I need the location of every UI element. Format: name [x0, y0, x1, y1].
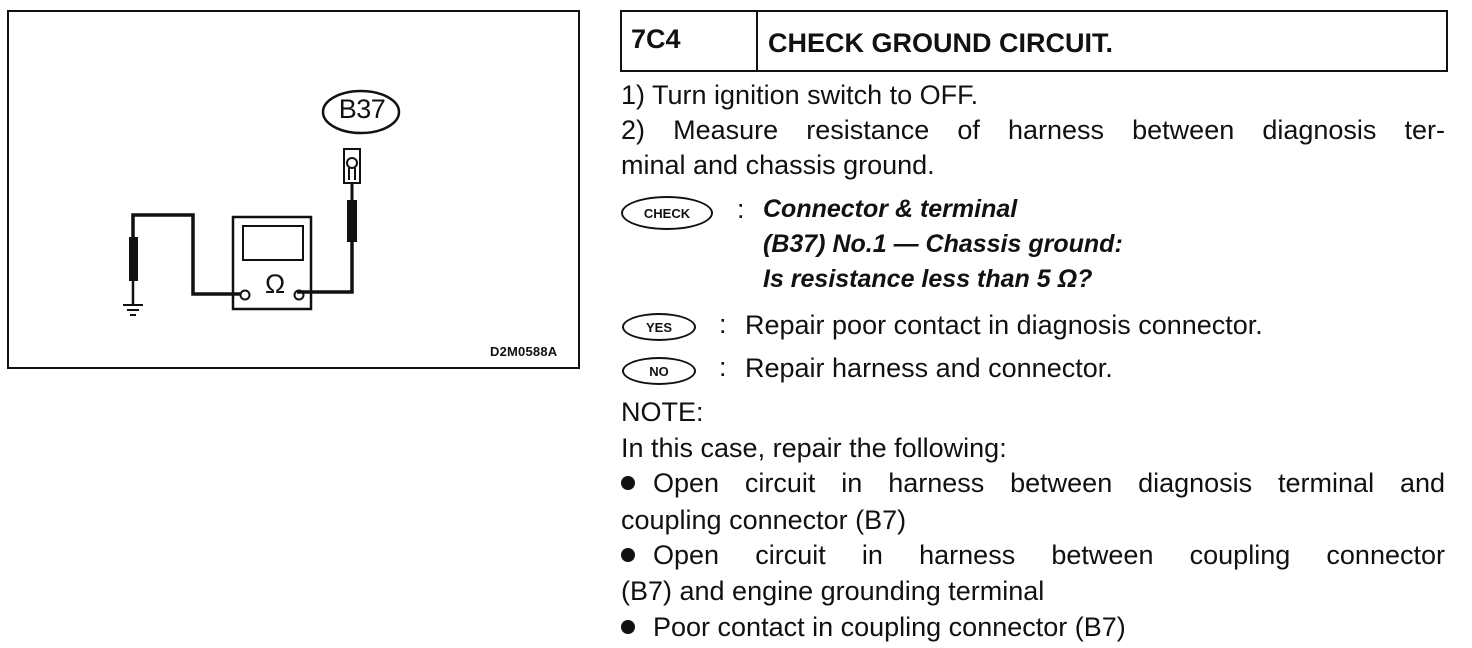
yes-text: Repair poor contact in diagnosis connector.	[745, 310, 1263, 340]
note-item-2-cont: (B7) and engine grounding terminal	[621, 576, 1045, 606]
b37-connector	[344, 149, 360, 183]
no-colon: :	[719, 352, 727, 382]
step-header	[620, 10, 1448, 72]
instruction-2-cont: minal and chassis ground.	[621, 150, 935, 180]
ground-symbol	[123, 305, 143, 315]
note-item-1-cont: coupling connector (B7)	[621, 505, 907, 535]
instruction-2: 2) Measure resistance of harness between diagnosis ter-	[621, 115, 1445, 145]
check-line-1: Connector & terminal	[763, 195, 1018, 223]
no-badge: NO	[622, 357, 696, 385]
circuit-diagram	[7, 10, 580, 369]
bullet-icon	[621, 548, 635, 562]
note-item-2	[621, 538, 1445, 572]
right-probe	[347, 200, 357, 242]
yes-colon: :	[719, 309, 727, 339]
note-item-3-text: Poor contact in coupling connector (B7)	[653, 612, 1126, 642]
note-item-3	[621, 610, 1126, 644]
step-code: 7C4	[622, 12, 758, 70]
yes-badge: YES	[622, 313, 696, 341]
ohm-symbol: Ω	[265, 269, 286, 299]
connector-label: B37	[338, 94, 386, 124]
figure-id: D2M0588A	[490, 344, 558, 359]
bullet-icon	[621, 620, 635, 634]
note-item-1-text: Open circuit in harness between diagnosis terminal and	[653, 468, 1445, 498]
left-probe	[129, 237, 138, 281]
note-item-2-text: Open circuit in harness between coupling connector	[653, 540, 1445, 570]
step-title: CHECK GROUND CIRCUIT.	[768, 28, 1114, 58]
check-badge: CHECK	[621, 196, 713, 230]
note-intro: In this case, repair the following:	[621, 433, 1007, 463]
check-line-3: Is resistance less than 5 Ω?	[763, 265, 1093, 293]
check-colon: :	[737, 194, 745, 224]
no-text: Repair harness and connector.	[745, 353, 1113, 383]
note-item-1	[621, 466, 1445, 500]
instruction-1: 1) Turn ignition switch to OFF.	[621, 80, 979, 110]
bullet-icon	[621, 476, 635, 490]
note-heading: NOTE:	[621, 397, 704, 427]
check-line-2: (B37) No.1 — Chassis ground:	[763, 230, 1123, 258]
circuit-drawing	[9, 12, 582, 371]
